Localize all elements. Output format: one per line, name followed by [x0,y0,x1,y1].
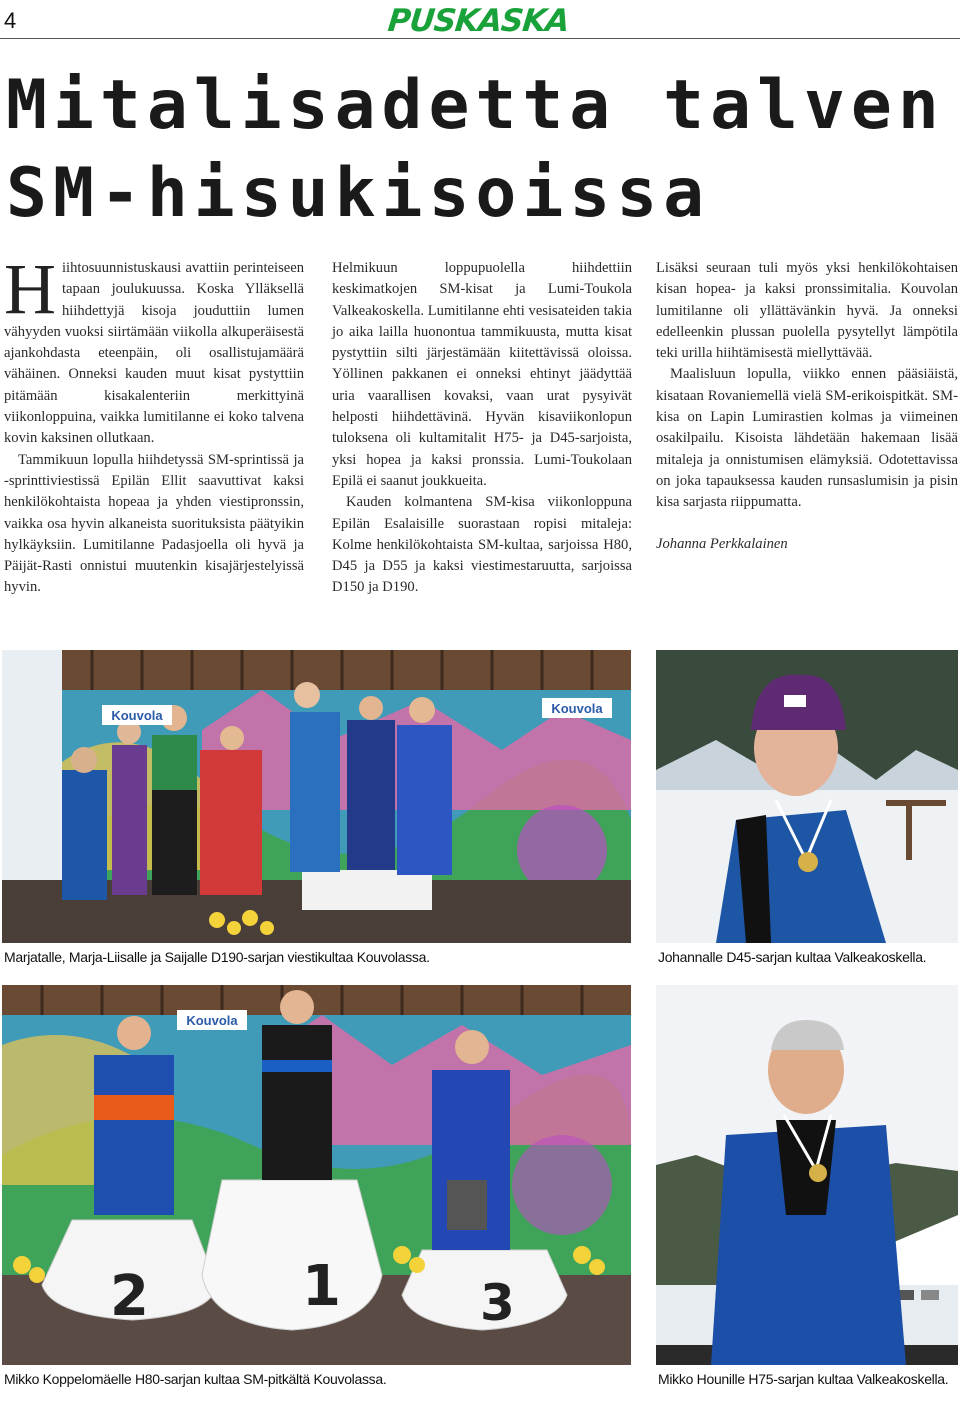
photo-portrait-mikko [656,985,958,1365]
headline-line-2: SM-hisukisoissa [6,154,711,233]
photo-portrait-johanna [656,650,958,943]
masthead-logo: PUSKASKA [386,3,571,39]
photo-caption: Mikko Hounille H75-sarjan kultaa Valkeakoskella. [658,1371,949,1387]
paragraph-text: iihtosuunnistuskausi avattiin perinteiseen tapaan joulukuussa. Koska Ylläksellä hiihdettyjä kisoja jouduttiin lumen vähyyden vuoksi siirtämään viikolla alkuperäisestä ajankohdasta eteenpäin, oli osallistujamäärä vähäinen. Onneksi kauden muut kisat pystyttiin pitämään kisakalenteriin merkittyinä viikonloppuina, vaikka lumitilanne ei koko talvena kovin kaksinen ollutkaan. [4,260,304,447]
sponsor-banner-right: Kouvola [551,701,603,716]
paragraph: Helmikuun loppupuolella hiihdettiin keskimatkojen SM-kisat ja Lumi-Toukola Valkeakoskella. Lumitilanne ehti vesisateiden takia jo aika lailla huonontua tammikuusta, mutta kisat pystyttiin silti järjestämään kiitettävissä oloissa. Yöllinen pakkanen ei onneksi ehtinyt jäädyttää uria vaarallisen kovaksi, vaan urat pysyivät helposti hiihdettävinä. Hyvän kisaviikonlopun tuloksena oli kultamitalit H75- ja D45-sarjoista, yksi hopea ja kaksi pronssia. Lumi-Toukolaan Epilä ei saanut joukkueita. [332,260,632,489]
paragraph [4,249,304,450]
sponsor-banner: Kouvola [186,1013,238,1028]
photo-caption: Mikko Koppelomäelle H80-sarjan kultaa SM-pitkältä Kouvolassa. [4,1371,387,1387]
podium-number-3: 3 [480,1274,515,1332]
paragraph: Kauden kolmantena SM-kisa viikonloppuna Epilän Esalaisille suorastaan ropisi mitaleja: Kolme henkilökohtaista SM-kultaa, sarjoissa H80, D45 ja D55 ja kaksi viestimestaruutta, sarjoissa D150 ja D190. [332,494,632,596]
page-number: 4 [4,8,17,33]
text-column-1 [4,249,304,599]
article-headline [6,62,956,238]
photo-caption: Marjatalle, Marja-Liisalle ja Saijalle D190-sarjan viestikultaa Kouvolassa. [4,949,430,965]
paragraph: Maalisluun lopulla, viikko ennen pääsiäistä, kisataan Rovaniemellä vielä SM-erikoispitkät. SM-kisa on Lapin Lumirastien kolmas ja viimeinen osakilpailu. Kisoista lähdetään hakemaan lisää mitaleja ja onnistumisen elämyksiä. Odotettavissa on joka tapauksessa kauden runsaslumisin ja pisin kisa sarjasta riippumatta. [656,366,958,511]
sponsor-banner-left: Kouvola [111,708,163,723]
header-rule [0,38,960,39]
podium-number-2: 2 [110,1264,149,1329]
text-column-2 [332,258,632,599]
photo-men-podium [2,985,631,1365]
photo-relay-podium [2,650,631,943]
photo-caption: Johannalle D45-sarjan kultaa Valkeakoskella. [658,949,927,965]
podium-number-1: 1 [302,1254,341,1319]
paragraph: Tammikuun lopulla hiihdetyssä SM-sprintissä ja -sprinttiviestissä Epilän Ellit saavuttivat kaksi henkilökohtaista hopeaa ja yhden viestipronssin, vaikka osa hyvin alkaneista suorituksista päätyikin hylkäyksiin. Lumitilanne Padasjoella oli hyvä ja Päijät-Rasti onnistui muutenkin kisajärjestelyissä hyvin. [4,451,304,596]
paragraph: Lisäksi seuraan tuli myös yksi henkilökohtaisen kisan hopea- ja kaksi pronssimitalia. Kouvolan lumitilanne oli yllättävänkin hyvä. Ja onneksi edelleenkin plussan puolella pysytellyt lämpötila teki urilla hiihtämisestä miellyttävää. [656,260,958,362]
headline-line-1: Mitalisadetta talven [6,66,945,145]
author-byline: Johanna Perkkalainen [656,535,788,552]
drop-cap: H [4,249,56,329]
text-column-3 [656,258,958,555]
